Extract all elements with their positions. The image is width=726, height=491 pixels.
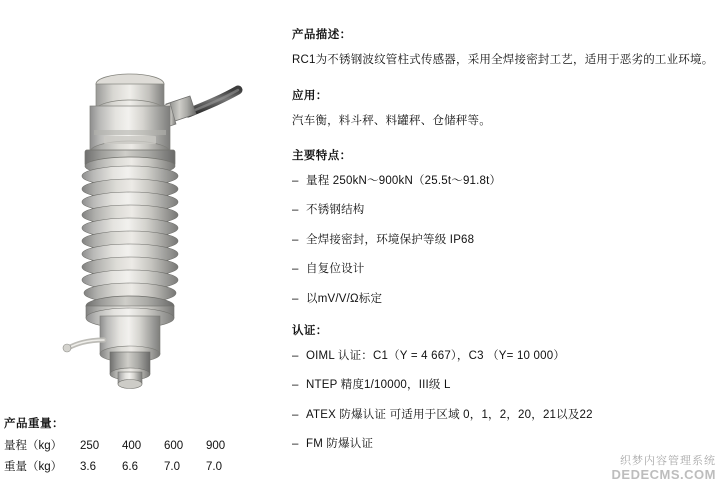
dash-icon: – bbox=[292, 379, 299, 392]
certification-label: NTEP 精度1/10000，III级 L bbox=[306, 379, 451, 392]
weight-table bbox=[4, 418, 274, 483]
application-title: 应用： bbox=[292, 89, 328, 102]
feature-label: 以mV/V/Ω标定 bbox=[306, 292, 383, 305]
certification-item bbox=[292, 378, 716, 392]
feature-item bbox=[292, 203, 716, 217]
weight-cell: 400 bbox=[122, 439, 142, 452]
weight-cell: 250 bbox=[80, 439, 100, 452]
dash-icon: – bbox=[292, 292, 299, 305]
certification-label: FM 防爆认证 bbox=[306, 438, 374, 451]
feature-item bbox=[292, 292, 716, 306]
watermark-cn: 织梦内容管理系统 bbox=[620, 455, 716, 468]
certification-list bbox=[292, 349, 716, 452]
dash-icon: – bbox=[292, 263, 299, 276]
certification-item bbox=[292, 408, 716, 422]
feature-item bbox=[292, 262, 716, 276]
certification-item bbox=[292, 349, 716, 363]
weight-table-title: 产品重量： bbox=[4, 418, 64, 430]
feature-label: 量程 250kN～900kN（25.5t～91.8t） bbox=[306, 175, 502, 188]
weight-cell: 3.6 bbox=[80, 461, 96, 474]
weight-cell: 600 bbox=[164, 439, 184, 452]
product-description-panel bbox=[292, 26, 716, 467]
watermark-en: DEDECMS.COM bbox=[611, 467, 716, 483]
certification-item bbox=[292, 437, 716, 451]
application-text: 汽车衡，料斗秤、料罐秤、仓储秤等。 bbox=[292, 114, 491, 127]
weight-cell: 7.0 bbox=[206, 461, 222, 474]
load-cell-illustration bbox=[38, 18, 268, 408]
weight-table-row bbox=[4, 461, 274, 474]
description-title: 产品描述： bbox=[292, 29, 352, 41]
feature-item bbox=[292, 233, 716, 247]
feature-label: 全焊接密封，环境保护等级 IP68 bbox=[306, 233, 475, 246]
dash-icon: – bbox=[292, 233, 299, 246]
certification-label: OIML 认证：C1（Y = 4 667），C3 （Y= 10 000） bbox=[306, 349, 566, 362]
weight-row-label: 量程（kg） bbox=[4, 439, 63, 452]
weight-cell: 6.6 bbox=[122, 461, 138, 474]
product-image bbox=[38, 18, 268, 408]
dash-icon: – bbox=[292, 349, 299, 362]
dash-icon: – bbox=[292, 175, 299, 188]
weight-cell: 7.0 bbox=[164, 461, 180, 474]
dash-icon: – bbox=[292, 408, 299, 421]
certification-title: 认证： bbox=[292, 324, 328, 337]
description-text: RC1为不锈钢波纹管柱式传感器，采用全焊接密封工艺，适用于恶劣的工业环境。 bbox=[292, 54, 714, 66]
watermark bbox=[612, 455, 716, 483]
dash-icon: – bbox=[292, 204, 299, 217]
feature-label: 不锈钢结构 bbox=[306, 204, 365, 217]
weight-table-row bbox=[4, 440, 274, 453]
weight-row-label: 重量（kg） bbox=[4, 461, 63, 474]
features-list bbox=[292, 174, 716, 306]
certification-label: ATEX 防爆认证 可适用于区域 0，1，2，20，21以及22 bbox=[306, 408, 593, 421]
features-title: 主要特点： bbox=[292, 150, 352, 163]
feature-item bbox=[292, 174, 716, 188]
weight-cell: 900 bbox=[206, 439, 226, 452]
feature-label: 自复位设计 bbox=[306, 263, 365, 276]
dash-icon: – bbox=[292, 438, 299, 451]
